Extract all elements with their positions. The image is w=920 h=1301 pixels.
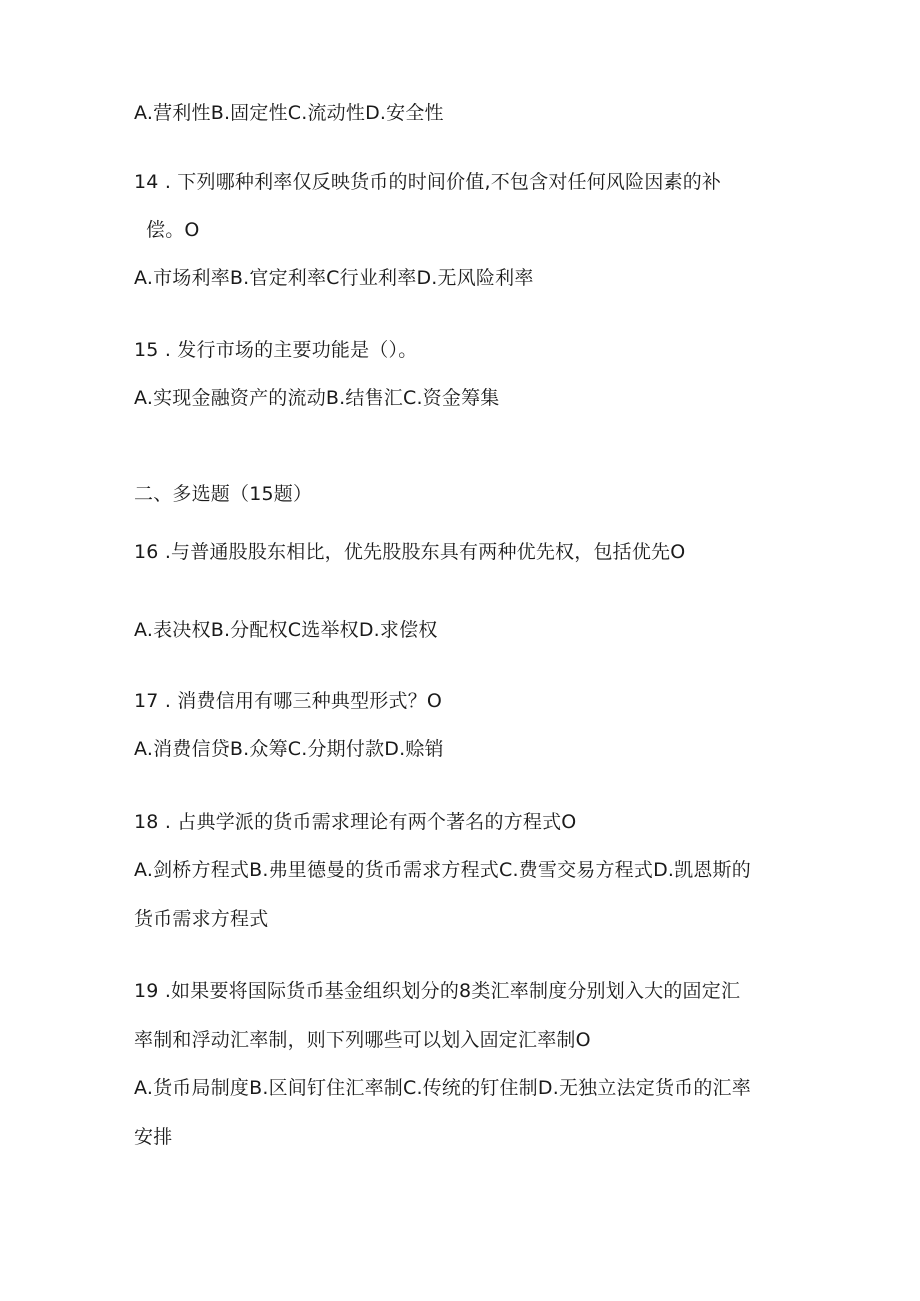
q14-stem-line2: 偿。O (146, 219, 200, 241)
q18-options-line2: 货币需求方程式 (134, 908, 269, 930)
q17-options: A.消费信贷B.众筹C.分期付款D.赊销 (134, 738, 444, 760)
q19-stem-line1: 19 .如果要将国际货币基金组织划分的8类汇率制度分别划入大的固定汇 (134, 980, 741, 1002)
q19-options-line1: A.货币局制度B.区间钉住汇率制C.传统的钉住制D.无独立法定货币的汇率 (134, 1077, 751, 1099)
q14-options: A.市场利率B.官定利率C行业利率D.无风险利率 (134, 267, 534, 289)
q17-stem: 17 . 消费信用有哪三种典型形式？O (134, 690, 443, 712)
q18-options-line1: A.剑桥方程式B.弗里德曼的货币需求方程式C.费雪交易方程式D.凯恩斯的 (134, 859, 751, 881)
q15-options: A.实现金融资产的流动B.结售汇C.资金筹集 (134, 387, 500, 409)
q13-options: A.营利性B.固定性C.流动性D.安全性 (134, 102, 444, 124)
q18-stem: 18 . 占典学派的货币需求理论有两个著名的方程式O (134, 811, 577, 833)
q15-stem: 15 . 发行市场的主要功能是（）。 (134, 339, 418, 361)
q19-stem-line2: 率制和浮动汇率制，则下列哪些可以划入固定汇率制O (134, 1029, 591, 1051)
q19-options-line2: 安排 (134, 1126, 173, 1148)
section-heading: 二、多选题（15题） (134, 483, 313, 505)
q16-stem: 16 .与普通股股东相比，优先股股东具有两种优先权，包括优先O (134, 541, 686, 563)
q14-stem-line1: 14 . 下列哪种利率仅反映货币的时间价值,不包含对任何风险因素的补 (134, 171, 722, 193)
q16-options: A.表决权B.分配权C选举权D.求偿权 (134, 619, 438, 641)
